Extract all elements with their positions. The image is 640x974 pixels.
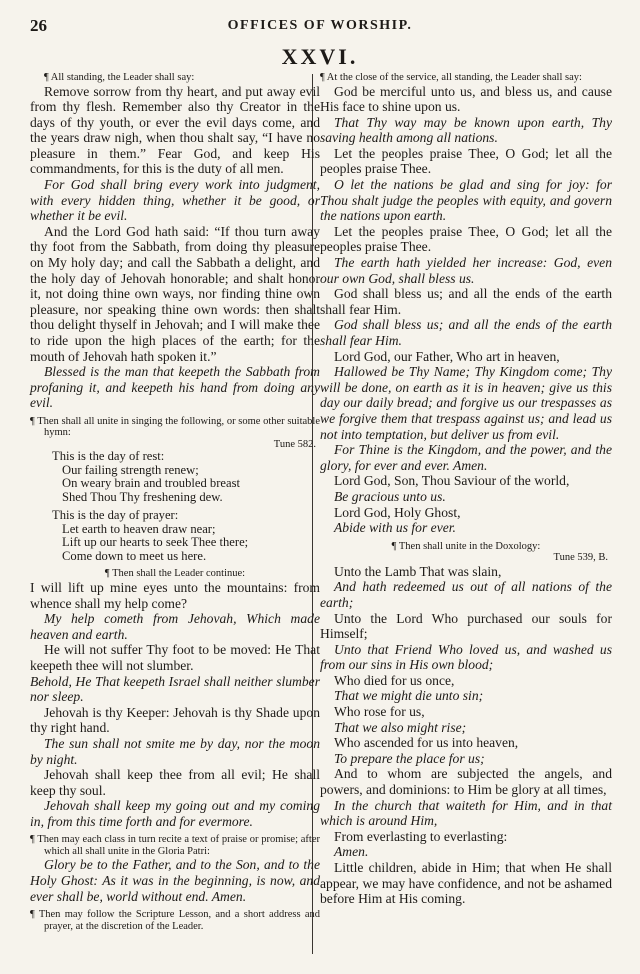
leader-text: God be merciful unto us, and bless us, and cause His face to shine upon us. [320, 83, 612, 115]
rubric: ¶ Then shall unite in the Doxology: [391, 540, 541, 552]
doxology-line: To prepare the place for us; [334, 750, 485, 766]
leader-text: I will lift up mine eyes unto the mountains: from whence shall my help come? [30, 579, 320, 611]
rubric: ¶ Then may follow the Scripture Lesson, and a short address and prayer, at the discretion of the Leader. [30, 909, 320, 932]
doxology-line: And to whom are subjected the angels, and powers, and dominions: to Him be glory at all times, [320, 766, 612, 798]
response-text: Blessed is the man that keepeth the Sabbath from profaning it, and keepeth his hand from doing any evil. [30, 364, 320, 411]
doxology-line: Who died for us once, [334, 672, 455, 688]
leader-text: Let the peoples praise Thee, O God; let all the peoples praise Thee. [320, 145, 612, 177]
leader-text: Jehovah shall keep thee from all evil; He shall keep thy soul. [30, 767, 320, 798]
doxology-line: Unto the Lord Who purchased our souls for Himself; [320, 610, 612, 642]
response-text: For God shall bring every work into judgment, with every hidden thing, whether it be good, or whether it be evil. [30, 177, 320, 224]
leader-text: Let the peoples praise Thee, O God; let all the peoples praise Thee. [320, 223, 612, 255]
doxology-line: Unto that Friend Who loved us, and washed us from our sins in His own blood; [320, 641, 612, 673]
hymn-line: This is the day of rest: [52, 449, 165, 464]
lords-prayer: Hallowed be Thy Name; Thy Kingdom come; Thy will be done, on earth as it is in heaven; give us this day our daily bread; and forgive us our trespasses as we forgive them that trespass against us; and lead us not into temptation, but deliver us from evil. [320, 364, 612, 442]
doxology-line: That we also might rise; [334, 719, 467, 735]
hymn-line: Let earth to heaven draw near; [62, 521, 216, 536]
response-text: God shall bless us; and all the ends of the earth shall fear Him. [320, 317, 612, 348]
doxology-line: Who ascended for us into heaven, [334, 735, 519, 751]
page-number: 26 [30, 16, 47, 35]
doxology-line: From everlasting to everlasting: [334, 828, 508, 844]
response-text: For Thine is the Kingdom, and the power, and the glory, for ever and ever. Amen. [320, 442, 612, 473]
hymn-line: This is the day of prayer: [52, 508, 179, 523]
response-text: Abide with us for ever. [334, 520, 456, 536]
rubric: ¶ All standing, the Leader shall say: [44, 72, 195, 83]
hymn-line: Our failing strength renew; [62, 462, 199, 477]
tune-number: Tune 582. [273, 438, 316, 450]
closing-text: Little children, abide in Him; that when He shall appear, we may have confidence, and not be ashamed before Him at His coming. [320, 860, 612, 907]
rubric: ¶ At the close of the service, all standing, the Leader shall say: [320, 72, 582, 83]
hymn-line: Come down to meet us here. [62, 548, 207, 563]
hymn-line: Lift up our hearts to seek Thee there; [62, 535, 249, 550]
hymn-line: Shed Thou Thy freshening dew. [62, 489, 223, 504]
rubric: ¶ Then shall the Leader continue: [104, 568, 246, 580]
leader-text: Remove sorrow from thy heart, and put away evil from thy flesh. Remember also thy Creator in the days of thy youth, or ever the evil days come, and the years draw nigh, when thou shalt say, “I have no pleasure in them.” Fear God, and keep His commandments, for this is the duty of all men. [30, 83, 320, 177]
section-number: XXVI. [281, 44, 359, 69]
left-column [30, 72, 320, 932]
doxology-line: And hath redeemed us out of all nations of the earth; [320, 579, 612, 610]
response-text: O let the nations be glad and sing for joy: for Thou shalt judge the peoples with equity, and govern the nations upon earth. [320, 177, 612, 224]
response-text: The sun shall not smite me by day, nor the moon by night. [30, 735, 320, 767]
doxology-line: In the church that waiteth for Him, and in that which is around Him, [320, 797, 612, 829]
leader-text: Lord God, our Father, Who art in heaven, [334, 348, 560, 364]
hymn-line: On weary brain and troubled breast [62, 476, 240, 491]
right-column [320, 72, 612, 907]
leader-text: And the Lord God hath said: “If thou turn away thy foot from the Sabbath, from doing thy pleasure on My holy day; and call the Sabbath a delight, and the holy day of Jehovah honorable; and shalt honor it, not doing thine own ways, nor finding thine own pleasure, nor speaking thine own words: then shalt thou delight thyself in Jehovah; and I will make thee to ride upon the high places of the earth; for the mouth of Jehovah hath spoken it.” [30, 223, 320, 364]
rubric: ¶ Then may each class in turn recite a text of praise or promise; after which all shall unite in the Gloria Patri: [30, 834, 320, 857]
rubric: ¶ Then shall all unite in singing the following, or some other suitable hymn: [30, 415, 320, 439]
leader-text: He will not suffer Thy foot to be moved: He That keepeth thee will not slumber. [30, 642, 320, 673]
response-text: Jehovah shall keep my going out and my coming in, from this time forth and for evermore. [30, 798, 320, 829]
leader-text: Jehovah is thy Keeper: Jehovah is thy Shade upon thy right hand. [30, 704, 320, 736]
response-text: The earth hath yielded her increase: God, even our own God, shall bless us. [320, 255, 612, 286]
doxology-line: Unto the Lamb That was slain, [334, 563, 502, 579]
doxology-line: That we might die unto sin; [334, 688, 484, 704]
leader-text: God shall bless us; and all the ends of the earth shall fear Him. [320, 286, 612, 317]
leader-text: Lord God, Holy Ghost, [334, 504, 461, 520]
tune-number: Tune 539, B. [553, 552, 608, 564]
response-text: Behold, He That keepeth Israel shall neither slumber nor sleep. [30, 673, 320, 705]
page-header [0, 16, 640, 38]
doxology-line: Amen. [334, 844, 369, 860]
doxology-line: Who rose for us, [334, 704, 425, 720]
response-text: That Thy way may be known upon earth, Thy saving health among all nations. [320, 114, 612, 146]
response-text: My help cometh from Jehovah, Which made heaven and earth. [30, 611, 320, 642]
gloria-patri: Glory be to the Father, and to the Son, and to the Holy Ghost: As it was in the beginning, is now, and ever shall be, world without end. Amen. [30, 857, 320, 904]
running-title: OFFICES OF WORSHIP. [227, 18, 413, 33]
response-text: Be gracious unto us. [334, 488, 446, 504]
leader-text: Lord God, Son, Thou Saviour of the world, [334, 473, 570, 489]
